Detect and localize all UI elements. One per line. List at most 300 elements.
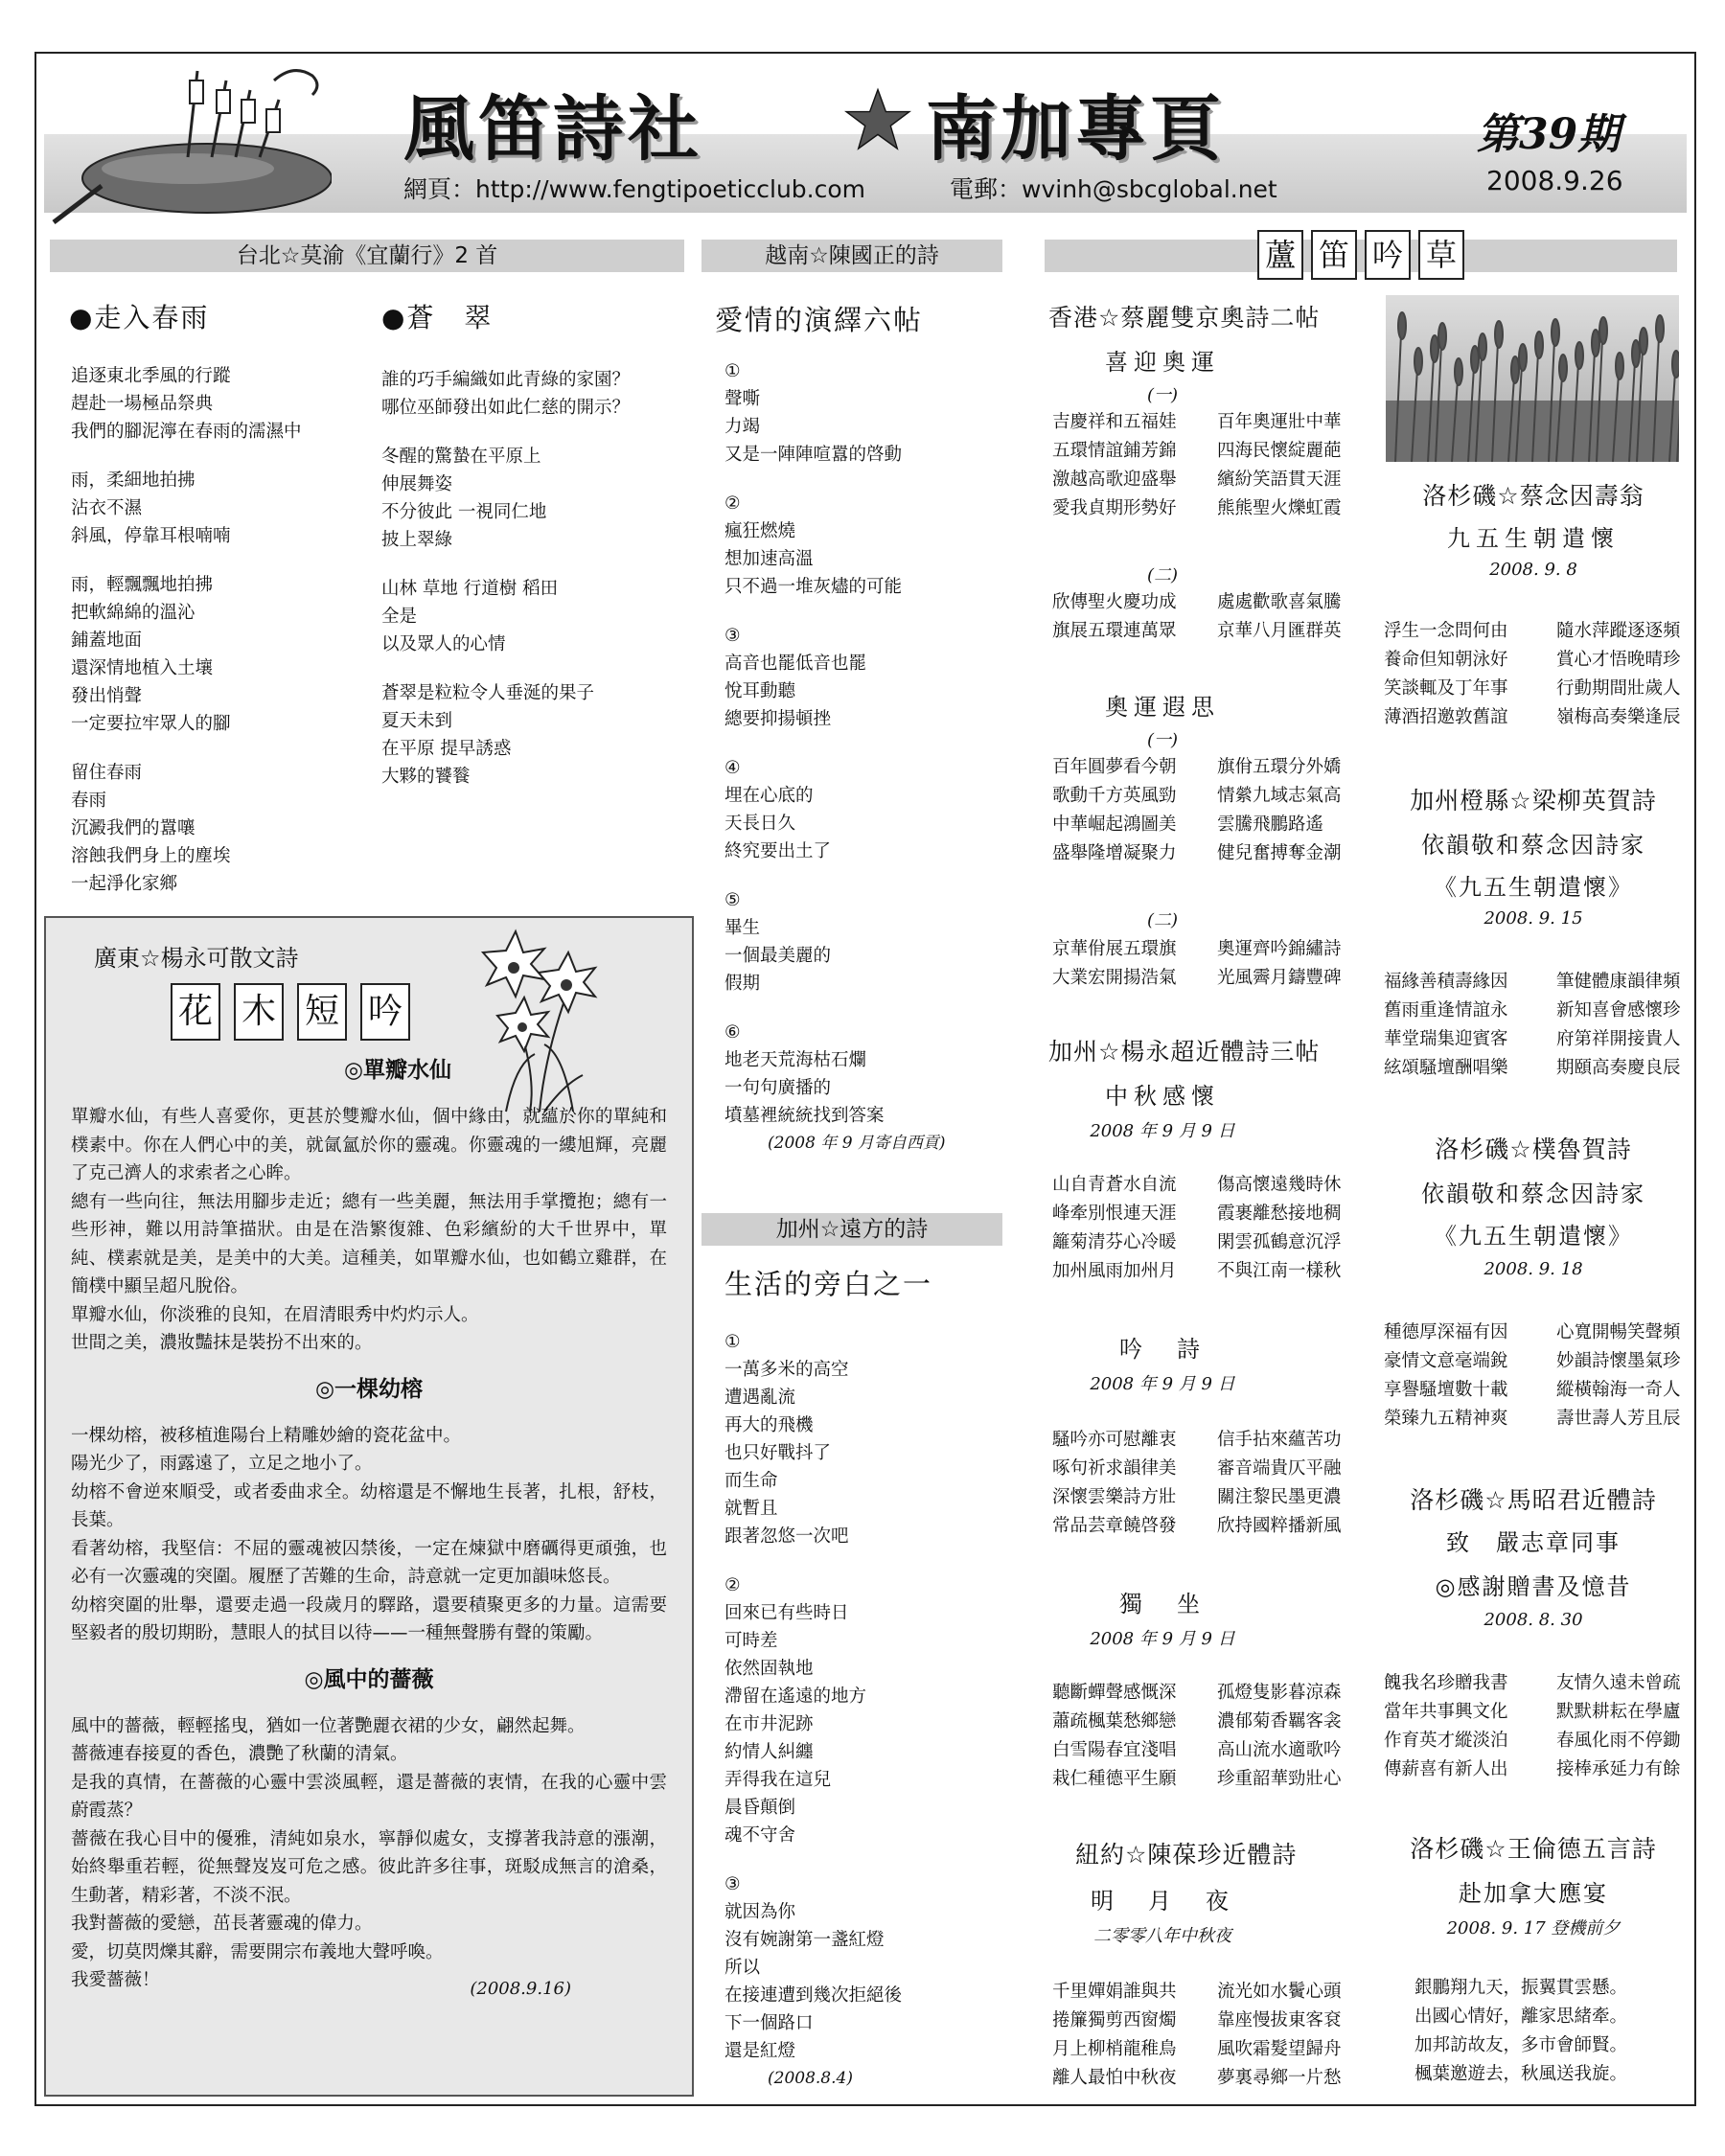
poem-couplets bbox=[1052, 1171, 1342, 1286]
couplet-row bbox=[1052, 588, 1342, 617]
couplet-right: 壽世壽人芳且辰 bbox=[1556, 1409, 1681, 1429]
couplet-left: 啄句祈求韻律美 bbox=[1052, 1458, 1177, 1479]
couplet-left: 加州風雨加州月 bbox=[1052, 1261, 1177, 1281]
poem-line: 一起淨化家鄉 bbox=[71, 874, 178, 894]
poem-date: 2008 年 9 月 9 日 bbox=[1090, 1121, 1235, 1141]
couplet-row bbox=[1052, 494, 1342, 523]
poem-line: 回來已有些時日 bbox=[724, 1603, 849, 1623]
poem-line: 高音也罷低音也罷 bbox=[724, 654, 867, 674]
poem-signature: (2008.8.4) bbox=[768, 2069, 853, 2088]
poem-line: ⑤ bbox=[724, 890, 741, 910]
poem-line: 發出悄聲 bbox=[71, 686, 143, 706]
couplet-right: 關注黎民墨更濃 bbox=[1217, 1487, 1342, 1507]
couplet-left: 餽我名珍贈我書 bbox=[1384, 1673, 1508, 1693]
couplet-left: 騷吟亦可慰離衷 bbox=[1052, 1430, 1177, 1450]
poem-line: 墳墓裡統統找到答案 bbox=[724, 1106, 885, 1126]
boxed-char: 短 bbox=[297, 983, 347, 1041]
couplet-right: 信手拈來蘊苦功 bbox=[1217, 1430, 1342, 1450]
prose-paragraph: 一棵幼榕，被移植進陽台上精雕妙繪的瓷花盆中。 bbox=[71, 1425, 462, 1446]
poem-heading: 洛杉磯☆王倫德五言詩 bbox=[1410, 1835, 1657, 1863]
wheat-ear bbox=[1431, 335, 1438, 362]
poem-subtitle: 致 嚴志章同事 bbox=[1446, 1529, 1621, 1556]
poem-title: ●走入春雨 bbox=[69, 302, 210, 333]
couplet-right: 靠座慢拔東客袞 bbox=[1217, 2010, 1342, 2030]
poem-line: 依然固執地 bbox=[724, 1659, 814, 1679]
poem-line: 地老天荒海枯石爛 bbox=[724, 1050, 867, 1070]
couplet-left: 聽斷蟬聲感慨深 bbox=[1052, 1683, 1177, 1703]
poem-line bbox=[381, 658, 630, 679]
couplet-left: 舊雨重逢情誼永 bbox=[1384, 1000, 1508, 1021]
couplet-left: 籬菊清芬心冷暖 bbox=[1052, 1232, 1177, 1252]
poem-line: ② bbox=[724, 493, 741, 514]
couplet-left: 京華佾展五環旗 bbox=[1052, 939, 1177, 959]
poem-line: 哪位巫師發出如此仁慈的開示？ bbox=[381, 398, 631, 418]
couplet-row bbox=[1052, 1679, 1342, 1708]
poem-line: ④ bbox=[724, 758, 741, 778]
poem-subtitle: 喜迎奧運 bbox=[1105, 349, 1220, 376]
poem-couplets bbox=[1052, 935, 1342, 993]
reed-char: 笛 bbox=[1311, 230, 1357, 280]
issue-number: 第39期 bbox=[1477, 110, 1621, 159]
couplet-row bbox=[1052, 1978, 1342, 2007]
poem-lines bbox=[381, 366, 630, 791]
couplet-row bbox=[1052, 753, 1342, 782]
couplet-right: 熊熊聖火爍虹霞 bbox=[1217, 498, 1342, 518]
couplet-row bbox=[1052, 466, 1342, 494]
poem-lines bbox=[1414, 1974, 1627, 2089]
couplet-left: 常品芸章饒啓發 bbox=[1052, 1516, 1177, 1536]
couplet-left: 當年共事興文化 bbox=[1384, 1702, 1508, 1722]
couplet-right: 筆健體康韻律頻 bbox=[1556, 972, 1681, 992]
couplet-right: 繽紛笑語貫天涯 bbox=[1217, 470, 1342, 490]
couplet-row bbox=[1384, 1405, 1681, 1434]
couplet-right: 賞心才悟晚晴珍 bbox=[1556, 650, 1681, 670]
couplet-row bbox=[1052, 2007, 1342, 2035]
couplet-left: 愛我貞期形勢好 bbox=[1052, 498, 1177, 518]
couplet-left: 深懷雲樂詩方壯 bbox=[1052, 1487, 1177, 1507]
prose-paragraph: 幼榕不會逆來順受，或者委曲求全。幼榕還是不懈地生長著，扎根，舒枝，長葉。 bbox=[71, 1481, 667, 1530]
poem-line: 沾衣不濕 bbox=[71, 498, 143, 518]
wheat-ear bbox=[1398, 312, 1406, 339]
poem-line: 一萬多米的高空 bbox=[724, 1360, 849, 1380]
masthead bbox=[34, 52, 1696, 234]
couplet-right: 流光如水鬢心頭 bbox=[1217, 1982, 1342, 2002]
couplet-row bbox=[1384, 675, 1681, 703]
poem-subtitle: 赴加拿大應宴 bbox=[1459, 1880, 1608, 1907]
poem-line bbox=[71, 550, 302, 571]
wheat-ear bbox=[1519, 344, 1527, 371]
poem-line: 瘋狂燃燒 bbox=[724, 521, 796, 541]
couplet-right: 春風化雨不停鋤 bbox=[1556, 1731, 1681, 1751]
poem-line: 全是 bbox=[381, 607, 418, 627]
poem-line: 伸展舞姿 bbox=[381, 474, 453, 494]
poem-title: 愛情的演繹六帖 bbox=[715, 304, 924, 336]
couplet-row bbox=[1384, 1025, 1681, 1054]
section-bar-vietnam: 越南☆陳國正的詩 bbox=[702, 240, 1002, 272]
poem-line: 還是紅燈 bbox=[724, 2041, 796, 2061]
masthead-email: 電郵：wvinh@sbcglobal.net bbox=[950, 175, 1277, 203]
poem-line: 不分彼此 一視同仁地 bbox=[381, 502, 547, 522]
poem-subtitle: 中秋感懷 bbox=[1105, 1083, 1220, 1110]
couplet-row bbox=[1384, 1727, 1681, 1755]
poem-line: ③ bbox=[724, 1874, 741, 1894]
section-label: (二) bbox=[1146, 910, 1179, 930]
poem-line: 還深情地植入土壤 bbox=[71, 658, 214, 678]
couplet-right: 嶺梅高奏樂逢辰 bbox=[1556, 707, 1681, 727]
couplet-left: 峰牽別恨連天涯 bbox=[1052, 1204, 1177, 1224]
poem-date: 2008 年 9 月 9 日 bbox=[1090, 1374, 1235, 1394]
poem-line: 下一個路口 bbox=[724, 2013, 814, 2033]
poem-line bbox=[381, 422, 630, 443]
couplet-right: 新知喜會感懷珍 bbox=[1556, 1000, 1681, 1021]
wheat-ear bbox=[1511, 356, 1519, 383]
poem-line: 沒有婉謝第一盞紅燈 bbox=[724, 1930, 885, 1950]
poem-line: 一定要拉牢眾人的腳 bbox=[71, 714, 231, 734]
prose-paragraph: 是我的真情，在薔薇的心靈中雲淡風輕，還是薔薇的衷情，在我的心靈中雲蔚霞蒸？ bbox=[71, 1772, 667, 1821]
poem-line: 弄得我在這兒 bbox=[724, 1770, 832, 1790]
poem-line: ③ bbox=[724, 626, 741, 646]
poem-subtitle: 《九五生朝遣懷》 bbox=[1434, 1223, 1633, 1250]
couplet-left: 千里嬋娟誰與共 bbox=[1052, 1982, 1177, 2002]
poem-couplets bbox=[1384, 1669, 1681, 1784]
couplet-left: 旗展五環連萬眾 bbox=[1052, 621, 1177, 641]
couplet-left: 激越高歌迎盛舉 bbox=[1052, 470, 1177, 490]
couplet-left: 盛舉隆增凝聚力 bbox=[1052, 843, 1177, 863]
wheat-ear bbox=[1455, 358, 1462, 385]
poem-line: 在市井泥跡 bbox=[724, 1714, 814, 1734]
prose-paragraph: 單瓣水仙，有些人喜愛你，更甚於雙瓣水仙，個中緣由，就蘊於你的單純和樸素中。你在人們心中的美，就氤氳於你的靈魂。你靈魂的一縷旭輝，亮麗了克己濟人的求索者之心眸。 bbox=[71, 1107, 667, 1183]
wheat-ear bbox=[1599, 317, 1607, 344]
poem-subtitle: 九五生朝遣懷 bbox=[1447, 525, 1620, 552]
poem-date: 二零零八年中秋夜 bbox=[1093, 1926, 1231, 1946]
poem-date: 2008. 9. 18 bbox=[1484, 1259, 1583, 1279]
poem-title: ●蒼 翠 bbox=[381, 302, 494, 333]
poem-line: 又是一陣陣喧囂的啓動 bbox=[724, 445, 903, 465]
reed-char: 吟 bbox=[1365, 230, 1411, 280]
couplet-left: 薄酒招邀敦舊誼 bbox=[1384, 707, 1508, 727]
poem-line: 楓葉邀遊去，秋風送我旋。 bbox=[1414, 2064, 1628, 2084]
prose-paragraph: 風中的薔薇，輕輕搖曳，猶如一位著艷麗衣裙的少女，翩然起舞。 bbox=[71, 1715, 586, 1736]
poem-line bbox=[381, 554, 630, 575]
poem-date: 2008 年 9 月 9 日 bbox=[1090, 1629, 1235, 1649]
wheat-ear bbox=[1535, 332, 1543, 358]
poem-heading: 洛杉磯☆馬昭君近體詩 bbox=[1410, 1486, 1657, 1514]
couplet-left: 榮臻九五精神爽 bbox=[1384, 1409, 1508, 1429]
wheat-field-image bbox=[1386, 295, 1679, 462]
couplet-right: 友情久遠未曾疏 bbox=[1556, 1673, 1681, 1693]
poem-heading: 加州橙縣☆梁柳英賀詩 bbox=[1410, 787, 1657, 814]
poem-subtitle: 獨 坐 bbox=[1119, 1591, 1206, 1617]
poem-couplets bbox=[1052, 1426, 1342, 1541]
reed-title-boxes bbox=[1257, 230, 1464, 280]
couplet-row bbox=[1052, 935, 1342, 964]
couplet-row bbox=[1052, 1708, 1342, 1736]
boxed-title bbox=[171, 983, 410, 1041]
poem-heading: 加州☆楊永超近體詩三帖 bbox=[1048, 1038, 1321, 1066]
couplet-left: 離人最怕中秋夜 bbox=[1052, 2068, 1177, 2088]
poem-line: 滯留在遙遠的地方 bbox=[724, 1686, 867, 1707]
boxed-char: 吟 bbox=[360, 983, 410, 1041]
poem-line: 約情人糾纏 bbox=[724, 1742, 814, 1762]
poem-line: 雨，柔細地拍拂 bbox=[71, 470, 196, 491]
couplet-row bbox=[1384, 1698, 1681, 1727]
couplet-left: 絃頌騷壇酬唱樂 bbox=[1384, 1058, 1508, 1078]
prose-paragraph: 愛，切莫閃爍其辭，需要開宗布義地大聲呼喚。 bbox=[71, 1941, 444, 1962]
couplet-right: 默默耕耘在學廬 bbox=[1556, 1702, 1681, 1722]
reed-char: 草 bbox=[1418, 230, 1464, 280]
poem-line bbox=[71, 738, 302, 759]
poem-line bbox=[724, 1849, 902, 1870]
couplet-left: 中華崛起鴻圖美 bbox=[1052, 814, 1177, 835]
couplet-right: 霞裹離愁接地稠 bbox=[1217, 1204, 1342, 1224]
poem-line: 聲嘶 bbox=[724, 389, 761, 409]
wheat-ear bbox=[1592, 330, 1599, 356]
couplet-row bbox=[1384, 703, 1681, 732]
prose-paragraph: 薔薇連春接夏的香色，濃艷了秋蘭的清氣。 bbox=[71, 1744, 408, 1764]
poem-line: ⑥ bbox=[724, 1022, 741, 1043]
wheat-ear bbox=[1471, 346, 1479, 373]
couplet-left: 養命但知朝泳好 bbox=[1384, 650, 1508, 670]
couplet-row bbox=[1052, 1257, 1342, 1286]
couplet-right: 四海民懷綻麗葩 bbox=[1217, 441, 1342, 461]
prose-subtitle: ◎風中的薔薇 bbox=[304, 1666, 434, 1692]
couplet-left: 豪情文意毫端銳 bbox=[1384, 1351, 1508, 1371]
couplet-right: 奧運齊吟錦繡詩 bbox=[1217, 939, 1342, 959]
poem-line: 夏天未到 bbox=[381, 711, 453, 731]
poem-line: 天長日久 bbox=[724, 814, 796, 834]
poem-line: 留住春雨 bbox=[71, 763, 143, 783]
poem-date: 2008. 9. 17 登機前夕 bbox=[1446, 1918, 1621, 1938]
couplet-right: 情縈九域志氣高 bbox=[1217, 786, 1342, 806]
poem-couplets bbox=[1052, 1978, 1342, 2093]
poem-couplets bbox=[1384, 1319, 1681, 1434]
prose-heading: 廣東☆楊永可散文詩 bbox=[94, 945, 299, 972]
prose-subtitle: ◎一棵幼榕 bbox=[314, 1376, 424, 1402]
poem-line: 我們的腳泥濘在春雨的濡濕中 bbox=[71, 422, 302, 442]
prose-signature: (2008.9.16) bbox=[470, 1978, 571, 1999]
poem-line: 雨，輕飄飄地拍拂 bbox=[71, 575, 214, 595]
couplet-left: 福緣善積壽緣因 bbox=[1384, 972, 1508, 992]
poem-line: 而生命 bbox=[724, 1471, 778, 1491]
poem-line: 追逐東北季風的行蹤 bbox=[71, 366, 231, 386]
couplet-right: 不與江南一樣秋 bbox=[1217, 1261, 1342, 1281]
poem-line: 就暫且 bbox=[724, 1499, 778, 1519]
poem-line: 假期 bbox=[724, 974, 761, 994]
poem-line: 一句句廣播的 bbox=[724, 1078, 832, 1098]
wheat-ear bbox=[1576, 342, 1583, 369]
poem-signature: (2008 年 9 月寄自西貢) bbox=[768, 1134, 946, 1153]
poem-subtitle: 吟 詩 bbox=[1119, 1336, 1206, 1363]
couplet-left: 山自青蒼水自流 bbox=[1052, 1175, 1177, 1195]
poem-line bbox=[724, 733, 946, 754]
poem-line bbox=[724, 601, 946, 622]
poem-lines bbox=[724, 357, 946, 1158]
poem-line: 蒼翠是粒粒令人垂涎的果子 bbox=[381, 683, 595, 703]
couplet-left: 華堂瑞集迎賓客 bbox=[1384, 1029, 1508, 1049]
prose-box bbox=[44, 916, 694, 2097]
couplet-left: 栽仁種德平生願 bbox=[1052, 1769, 1177, 1789]
poem-heading: 洛杉磯☆蔡念因壽翁 bbox=[1422, 482, 1644, 510]
couplet-row bbox=[1052, 2035, 1342, 2064]
poem-lines bbox=[71, 362, 302, 898]
couplet-row bbox=[1052, 1483, 1342, 1512]
couplet-row bbox=[1052, 964, 1342, 993]
poem-line: ① bbox=[724, 361, 741, 381]
couplet-left: 享譽騷壇數十載 bbox=[1384, 1380, 1508, 1400]
couplet-row bbox=[1384, 1755, 1681, 1784]
prose-paragraph: 陽光少了，雨露遠了，立足之地小了。 bbox=[71, 1454, 373, 1474]
section-bar-california: 加州☆遠方的詩 bbox=[702, 1213, 1002, 1246]
poem-line: 跟著忽悠一次吧 bbox=[724, 1526, 849, 1547]
couplet-row bbox=[1052, 782, 1342, 811]
poem-line: 悅耳動聽 bbox=[724, 681, 796, 701]
poem-heading: 洛杉磯☆樸魯賀詩 bbox=[1435, 1135, 1632, 1163]
poem-line bbox=[71, 446, 302, 467]
couplet-row bbox=[1052, 1512, 1342, 1541]
couplet-row bbox=[1384, 1376, 1681, 1405]
poem-line: 力竭 bbox=[724, 417, 761, 437]
poem-line: 以及眾人的心情 bbox=[381, 634, 506, 654]
couplet-left: 浮生一念問何由 bbox=[1384, 621, 1508, 641]
poem-line: 只不過一堆灰燼的可能 bbox=[724, 577, 903, 597]
poem-line: 披上翠綠 bbox=[381, 530, 453, 550]
couplet-row bbox=[1052, 408, 1342, 437]
couplet-row bbox=[1384, 968, 1681, 997]
couplet-right: 百年奧運壯中華 bbox=[1217, 412, 1342, 432]
wheat-ear bbox=[1559, 355, 1567, 381]
poem-subtitle: 《九五生朝遣懷》 bbox=[1434, 874, 1633, 901]
boxed-char: 木 bbox=[234, 983, 284, 1041]
poem-line bbox=[724, 1550, 902, 1571]
prose-body bbox=[71, 1058, 667, 1999]
couplet-right: 高山流水適歌吟 bbox=[1217, 1740, 1342, 1760]
couplet-right: 閑雲孤鶴意沉浮 bbox=[1217, 1232, 1342, 1252]
poem-line: 埋在心底的 bbox=[724, 786, 814, 806]
masthead-website: 網頁：http://www.fengtipoeticclub.com bbox=[403, 175, 866, 203]
poem-line: 晨昏顛倒 bbox=[724, 1798, 796, 1818]
section-label: (一) bbox=[1146, 385, 1179, 405]
couplet-left: 大業宏開揚浩氣 bbox=[1052, 968, 1177, 988]
reed-char: 蘆 bbox=[1257, 230, 1303, 280]
couplet-row bbox=[1052, 1200, 1342, 1228]
wheat-ear bbox=[1479, 333, 1486, 360]
couplet-row bbox=[1384, 1319, 1681, 1347]
couplet-left: 欣傳聖火慶功成 bbox=[1052, 592, 1177, 612]
poem-couplets bbox=[1384, 617, 1681, 732]
couplet-left: 蕭疏楓葉愁鄉戀 bbox=[1052, 1711, 1177, 1732]
poem-line: 加邦訪故友，多市會師賢。 bbox=[1414, 2035, 1628, 2055]
couplet-left: 五環情誼鋪芳錦 bbox=[1052, 441, 1177, 461]
poem-line: 銀鵬翔九天，振翼貫雲懸。 bbox=[1414, 1978, 1628, 1998]
poem-line: 沉澱我們的囂嚷 bbox=[71, 818, 196, 838]
poem-line: ① bbox=[724, 1332, 741, 1352]
wheat-ear bbox=[1438, 323, 1446, 350]
poem-line: 總要抑揚頓挫 bbox=[724, 709, 832, 729]
poem-line: 鋪蓋地面 bbox=[71, 631, 143, 651]
wheat-ear bbox=[1495, 321, 1503, 348]
couplet-row bbox=[1384, 617, 1681, 646]
couplet-row bbox=[1384, 646, 1681, 675]
prose-subtitle: ◎單瓣水仙 bbox=[343, 1058, 452, 1083]
poem-line: 終究要出土了 bbox=[724, 841, 832, 861]
couplet-right: 妙韻詩懷墨氣珍 bbox=[1556, 1351, 1681, 1371]
wheat-ear bbox=[1672, 351, 1679, 378]
section-bar-taipei: 台北☆莫渝《宜蘭行》2 首 bbox=[50, 240, 684, 272]
couplet-right: 健兒奮搏奪金潮 bbox=[1217, 843, 1342, 863]
poem-heading: 香港☆蔡麗雙京奧詩二帖 bbox=[1048, 304, 1321, 332]
couplet-left: 笑談輒及丁年事 bbox=[1384, 678, 1508, 699]
poem-subtitle: 依韻敬和蔡念因詩家 bbox=[1421, 1181, 1645, 1207]
poem-line: 一個最美麗的 bbox=[724, 946, 832, 966]
poem-subtitle: 依韻敬和蔡念因詩家 bbox=[1421, 832, 1645, 859]
poem-date: 2008. 9. 15 bbox=[1484, 908, 1583, 929]
couplet-left: 月上柳梢龍稚鳥 bbox=[1052, 2039, 1177, 2059]
poem-line: 溶蝕我們身上的塵埃 bbox=[71, 846, 231, 866]
couplet-left: 種德厚深福有因 bbox=[1384, 1322, 1508, 1342]
prose-paragraph: 我愛薔薇！ bbox=[71, 1970, 160, 1990]
couplet-right: 風吹霜髮望歸舟 bbox=[1217, 2039, 1342, 2059]
prose-paragraph: 總有一些向往，無法用腳步走近；總有一些美麗，無法用手掌攬抱；總有一些形神，難以用詩筆描狀。由是在浩繁復雜、色彩繽紛的大千世界中，單純、樸素就是美，是美中的大美。這種美，如單瓣水仙，也如鶴立雞群，在簡樸中顯呈超凡脫俗。 bbox=[71, 1191, 667, 1296]
wheat-ear bbox=[1414, 348, 1422, 375]
poem-line: 山林 草地 行道樹 稻田 bbox=[381, 579, 559, 599]
couplet-left: 白雪陽春宜淺唱 bbox=[1052, 1740, 1177, 1760]
poem-line: 春雨 bbox=[71, 791, 107, 811]
poem-line bbox=[724, 469, 946, 490]
couplet-row bbox=[1052, 811, 1342, 839]
poem-line: ② bbox=[724, 1575, 741, 1595]
prose-paragraph: 幼榕突圍的壯舉，還要走過一段歲月的驛路，還要積聚更多的力量。這需要堅毅者的殷切期盼，慧眼人的拭目以待——一種無聲勝有聲的策勵。 bbox=[71, 1594, 667, 1643]
couplet-row bbox=[1052, 617, 1342, 646]
poem-date: 2008. 9. 8 bbox=[1489, 560, 1577, 580]
couplet-right: 孤燈隻影暮涼森 bbox=[1217, 1683, 1342, 1703]
poem-couplets bbox=[1384, 968, 1681, 1083]
couplet-left: 歌動千方英風勁 bbox=[1052, 786, 1177, 806]
bagpipe-icon bbox=[44, 61, 332, 224]
couplet-right: 光風霽月鑄豐碑 bbox=[1217, 968, 1342, 988]
prose-paragraph: 看著幼榕，我堅信：不屈的靈魂被囚禁後，一定在煉獄中磨礪得更頑強，也必有一次靈魂的突圍。履歷了苦難的生命，詩意就一定更加韻味悠長。 bbox=[71, 1538, 667, 1587]
wheat-ear bbox=[1656, 315, 1664, 342]
couplet-row bbox=[1052, 1228, 1342, 1257]
couplet-left: 捲簾獨剪西窗燭 bbox=[1052, 2010, 1177, 2030]
poem-line bbox=[724, 865, 946, 886]
poem-line: 遭遇亂流 bbox=[724, 1388, 796, 1408]
star-icon bbox=[844, 86, 911, 153]
wheat-ear bbox=[1552, 319, 1559, 346]
couplet-right: 雲騰飛鵬路遙 bbox=[1217, 814, 1324, 835]
poem-line: 再大的飛機 bbox=[724, 1415, 814, 1435]
poem-line: 可時差 bbox=[724, 1631, 778, 1651]
couplet-left: 傳薪喜有新人出 bbox=[1384, 1759, 1508, 1779]
couplet-right: 濃郁菊香羈客衾 bbox=[1217, 1711, 1342, 1732]
couplet-row bbox=[1052, 1426, 1342, 1455]
poem-couplets bbox=[1052, 1679, 1342, 1794]
couplet-row bbox=[1052, 1736, 1342, 1765]
poem-line: 在平原 提早誘惑 bbox=[381, 739, 512, 759]
poem-line: 大夥的饕餮 bbox=[381, 767, 471, 787]
poem-couplets bbox=[1052, 408, 1342, 523]
couplet-left: 吉慶祥和五福娃 bbox=[1052, 412, 1177, 432]
wheat-photo bbox=[1386, 295, 1679, 462]
couplet-right: 審音端貴仄平融 bbox=[1217, 1458, 1342, 1479]
poem-line: 誰的巧手編織如此青綠的家園？ bbox=[381, 370, 631, 390]
couplet-right: 縱橫翰海一奇人 bbox=[1556, 1380, 1681, 1400]
section-label: (一) bbox=[1146, 730, 1179, 750]
issue-date: 2008.9.26 bbox=[1486, 165, 1623, 196]
prose-paragraph: 我對薔薇的愛戀，茁長著靈魂的偉力。 bbox=[71, 1914, 373, 1934]
boxed-char: 花 bbox=[171, 983, 220, 1041]
couplet-right: 期頤高奏慶良辰 bbox=[1556, 1058, 1681, 1078]
poem-line: 畢生 bbox=[724, 918, 761, 938]
